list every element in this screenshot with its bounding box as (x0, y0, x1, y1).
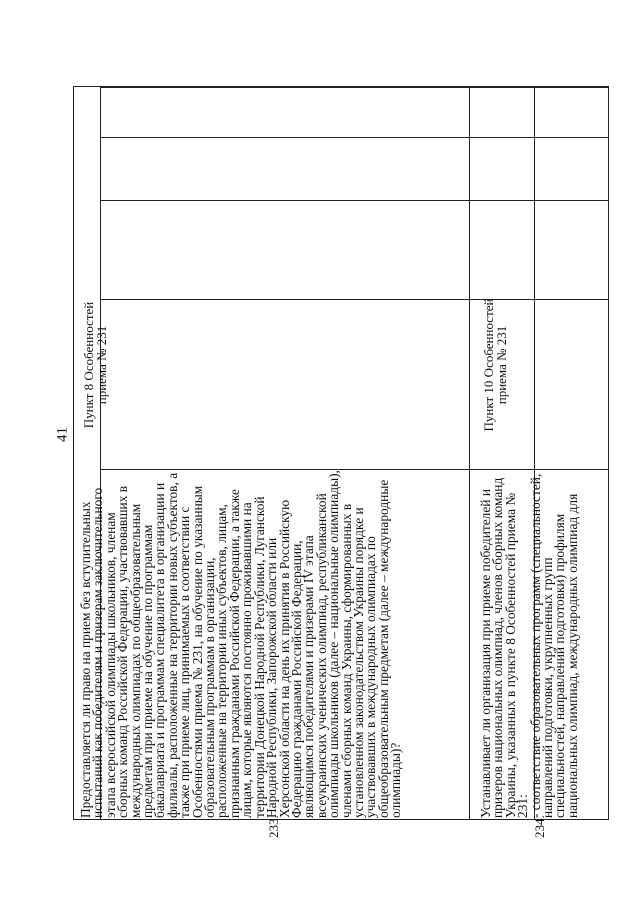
column-separator-a (100, 200, 608, 201)
column-separator-b (100, 137, 608, 138)
question-233-line: Особенностями приема № 231, на обучение по указанным (189, 485, 205, 818)
question-233-line: бакалавриата и программам специалитета в организации и (152, 482, 168, 818)
question-234-line: - соответствие образовательных программ (специальностей, (527, 473, 543, 818)
reference-234 (482, 290, 508, 440)
question-233-line: филиалы, расположенные на территории новых субъектов, а (164, 472, 180, 818)
row-number-233: 233. (266, 815, 281, 838)
reference-234-line: приема № 231 (494, 325, 509, 405)
row-number-234: 234. (532, 815, 547, 838)
question-233-line: Федерацию гражданами Российской Федерации, (288, 540, 304, 818)
question-234-line: Устанавливает ли организация при приеме победителей и (478, 489, 493, 818)
question-233-line: признанным гражданами Российской Федерации, а также (226, 489, 242, 818)
question-233-line: этапа всероссийской олимпиады школьников, членам (102, 512, 118, 818)
question-233-line: сборных команд Российской Федерации, участвовавших в (115, 485, 131, 818)
reference-233 (82, 290, 108, 440)
question-233-line: образовательным программам в организации, (202, 557, 218, 818)
reference-233-line: Пункт 8 Особенностей (81, 301, 96, 429)
question-234-line: национальных олимпиад, международных олимпиад для (564, 493, 580, 818)
question-233-line: олимпиады школьников (далее – национальные олимпиады), (326, 470, 342, 818)
question-234-line: 231: (515, 794, 531, 818)
question-233-line: испытаний как победителям и призерам заключительного (90, 487, 106, 818)
reference-233-line: приема № 231 (94, 325, 109, 405)
question-233-line: являющимся победителями и призерами IV этапа (301, 535, 317, 818)
question-233-line: лицам, которые являются постоянно проживавшими на (239, 502, 255, 818)
question-233-line: участвовавших в международных олимпиадах по (363, 536, 379, 818)
question-233-line: олимпиады)? (388, 742, 404, 818)
question-233-line: Херсонской области на день их принятия в Российскую (276, 499, 292, 818)
question-234 (480, 468, 579, 818)
column-separator-reference (100, 299, 608, 300)
question-233-line: всеукраинских ученических олимпиад, республиканской (313, 493, 329, 818)
question-234-line: Украины, указанных в пункте 8 Особенностей приема № (502, 492, 518, 818)
question-233-line: общеобразовательным предметам (далее – международные (375, 479, 391, 818)
question-233-line: членами сборных команд Украины, сформированных в (338, 503, 354, 818)
question-234-line: направлений подготовки, укрупненных групп (540, 557, 556, 818)
question-233-line: территории Донецкой Народной Республики, Луганской (251, 496, 267, 818)
question-233-line: Предоставляется ли право на прием без вступительных (78, 501, 93, 818)
question-233-line: международных олимпиадах по общеобразовательным (127, 503, 143, 818)
question-234-line: специальностей, направлений подготовки) профилям (552, 513, 568, 818)
question-233-line: также при приеме лиц, принимаемых в соответствии с (177, 506, 193, 818)
question-233-line: Народной Республики, Запорожской области или (264, 537, 280, 818)
question-234-line: призеров национальных олимпиад, членов сборных команд (490, 477, 506, 818)
reference-234-line: Пункт 10 Особенностей (481, 298, 496, 432)
question-233 (80, 468, 403, 818)
row-separator (469, 87, 470, 819)
question-233-line: предметам при приеме на обучение по программам (140, 524, 156, 818)
question-233-line: установленном законодательством Украины порядке и (350, 507, 366, 818)
page-number: 41 (54, 427, 71, 442)
question-233-line: расположенные на территории иных субъектов, лицам, (214, 503, 230, 818)
